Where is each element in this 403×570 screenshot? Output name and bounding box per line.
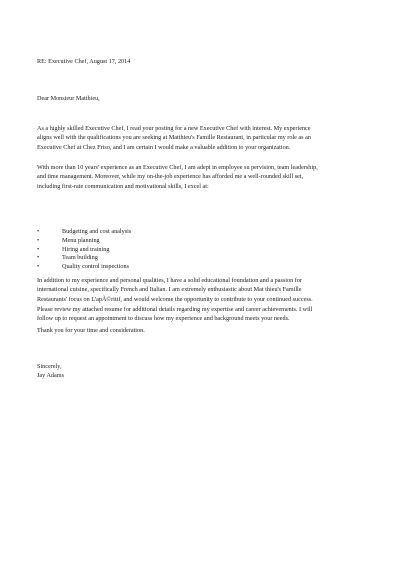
paragraph-line: As a highly skilled Executive Chef, I read your posting for a new Executive Chef with interest. My experience xyxy=(37,125,311,132)
bullet: • xyxy=(37,245,40,253)
closing: Sincerely, xyxy=(37,363,62,370)
bullet: • xyxy=(37,228,40,235)
re-line: RE: Executive Chef, August 17, 2014 xyxy=(37,58,131,65)
list-item xyxy=(37,228,131,237)
paragraph-line: Please review my attached resume for additional details regarding my expertise and career achievements. I will xyxy=(37,306,313,313)
bullet: • xyxy=(37,236,40,244)
paragraph-line: follow up to request an appointment to discuss how my experience and background meets your needs. xyxy=(37,315,290,323)
list-item xyxy=(37,246,131,255)
bullet: • xyxy=(37,263,40,271)
list-item xyxy=(37,263,131,272)
bullet: • xyxy=(37,254,40,262)
list-item xyxy=(37,237,131,246)
paragraph-line: including first-rate communication and motivational skills, I excel at: xyxy=(37,182,209,190)
skill-label: Quality control inspections xyxy=(62,263,130,271)
paragraph-line: international cuisine, specifically French and Italian. I am extremely enthusiastic about Mat thieu's Famille xyxy=(37,286,302,294)
skill-label: Team building xyxy=(62,254,98,262)
paragraph-intro xyxy=(37,124,367,152)
thank-you-line: Thank you for your time and consideration. xyxy=(37,327,145,334)
skill-label: Menu planning xyxy=(62,236,100,244)
paragraph-experience xyxy=(37,163,367,191)
paragraph-line: Executive Chef at Chez Friso, and I am certain I would make a valuable addition to your organization. xyxy=(37,143,291,151)
skill-label: Hiring and training xyxy=(62,245,110,253)
signature-name: Jay Adams xyxy=(37,372,64,379)
list-item xyxy=(37,254,131,263)
paragraph-line: With more than 10 years' experience as an Executive Chef, I am adept in employee su pervision, team leadership, xyxy=(37,164,318,171)
salutation: Dear Monsieur Matthieu, xyxy=(37,95,100,102)
paragraph-line: Restaurants' focus on L'apÃ©ritif, and would welcome the opportunity to contribute to your continued success. xyxy=(37,295,313,303)
paragraph-line: aligns well with the qualifications you are seeking at Matthieu's Famille Restaurant, in particular my role as an xyxy=(37,134,311,142)
skill-label: Budgeting and cost analysis xyxy=(62,228,132,235)
paragraph-line: In addition to my experience and personal qualities, I have a solid educational foundation and a passion for xyxy=(37,277,302,284)
paragraph-line: and time management. Moreover, while my on-the-job experience has afforded me a well-rounded skill set, xyxy=(37,173,304,181)
paragraph-followup xyxy=(37,305,367,324)
skills-list xyxy=(37,228,131,272)
paragraph-education xyxy=(37,276,367,304)
